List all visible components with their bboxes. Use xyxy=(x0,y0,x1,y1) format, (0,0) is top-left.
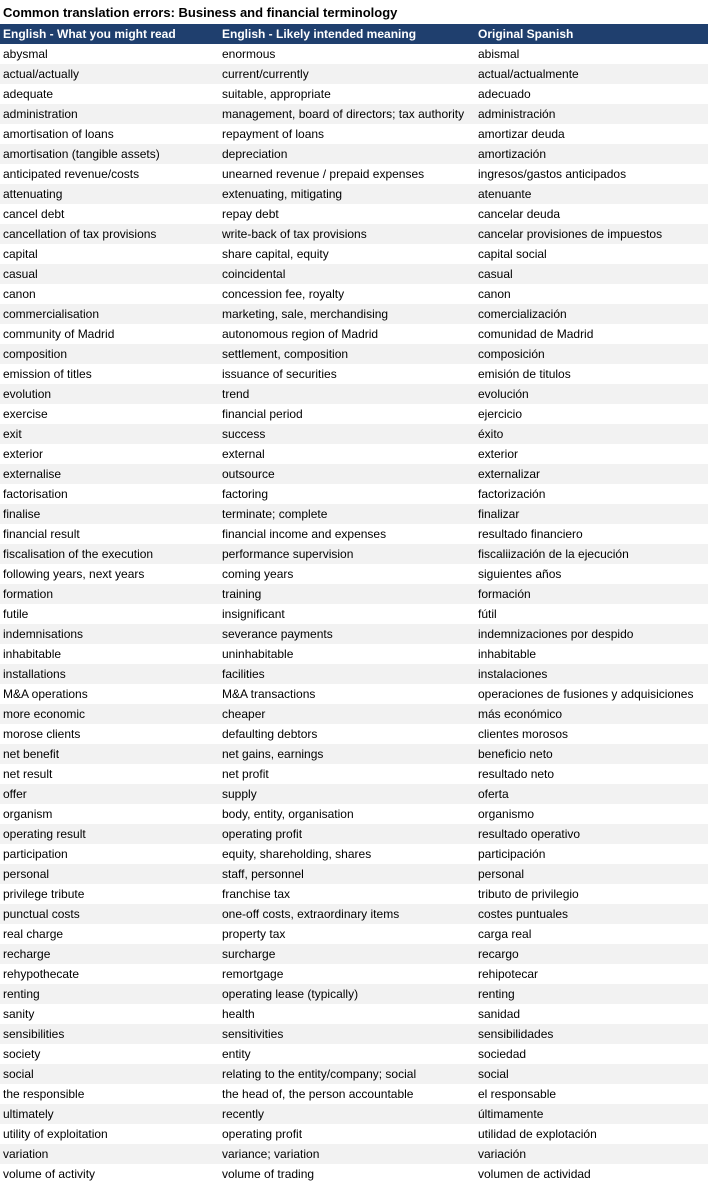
table-header-row xyxy=(0,24,708,44)
table-row xyxy=(0,744,708,764)
term-read-cell: cancellation of tax provisions xyxy=(0,224,219,244)
term-meaning-cell: property tax xyxy=(219,924,475,944)
term-read-cell: real charge xyxy=(0,924,219,944)
term-read-cell: fiscalisation of the execution xyxy=(0,544,219,564)
table-row xyxy=(0,224,708,244)
term-read-cell: participation xyxy=(0,844,219,864)
table-row xyxy=(0,564,708,584)
term-meaning-cell: repayment of loans xyxy=(219,124,475,144)
term-read-cell: composition xyxy=(0,344,219,364)
term-spanish-cell: ejercicio xyxy=(475,404,708,424)
term-meaning-cell: performance supervision xyxy=(219,544,475,564)
terminology-table xyxy=(0,24,708,1184)
term-spanish-cell: más económico xyxy=(475,704,708,724)
table-row xyxy=(0,1084,708,1104)
term-meaning-cell: health xyxy=(219,1004,475,1024)
term-read-cell: variation xyxy=(0,1144,219,1164)
term-spanish-cell: sanidad xyxy=(475,1004,708,1024)
term-spanish-cell: el responsable xyxy=(475,1084,708,1104)
table-row xyxy=(0,864,708,884)
table-row xyxy=(0,184,708,204)
term-meaning-cell: uninhabitable xyxy=(219,644,475,664)
term-spanish-cell: costes puntuales xyxy=(475,904,708,924)
table-row xyxy=(0,764,708,784)
table-row xyxy=(0,324,708,344)
term-read-cell: sanity xyxy=(0,1004,219,1024)
term-read-cell: adequate xyxy=(0,84,219,104)
term-read-cell: emission of titles xyxy=(0,364,219,384)
term-meaning-cell: issuance of securities xyxy=(219,364,475,384)
term-spanish-cell: instalaciones xyxy=(475,664,708,684)
term-meaning-cell: coming years xyxy=(219,564,475,584)
term-spanish-cell: emisión de titulos xyxy=(475,364,708,384)
table-row xyxy=(0,84,708,104)
term-read-cell: community of Madrid xyxy=(0,324,219,344)
term-read-cell: commercialisation xyxy=(0,304,219,324)
term-spanish-cell: tributo de privilegio xyxy=(475,884,708,904)
term-read-cell: the responsible xyxy=(0,1084,219,1104)
term-spanish-cell: ingresos/gastos anticipados xyxy=(475,164,708,184)
term-spanish-cell: casual xyxy=(475,264,708,284)
term-spanish-cell: utilidad de explotación xyxy=(475,1124,708,1144)
term-meaning-cell: variance; variation xyxy=(219,1144,475,1164)
term-spanish-cell: evolución xyxy=(475,384,708,404)
table-row xyxy=(0,344,708,364)
term-spanish-cell: factorización xyxy=(475,484,708,504)
column-header-english-read: English - What you might read xyxy=(0,24,219,44)
term-read-cell: morose clients xyxy=(0,724,219,744)
term-spanish-cell: resultado financiero xyxy=(475,524,708,544)
term-meaning-cell: equity, shareholding, shares xyxy=(219,844,475,864)
table-row xyxy=(0,944,708,964)
table-row xyxy=(0,404,708,424)
term-meaning-cell: share capital, equity xyxy=(219,244,475,264)
table-row xyxy=(0,1104,708,1124)
table-row xyxy=(0,304,708,324)
term-read-cell: attenuating xyxy=(0,184,219,204)
table-row xyxy=(0,784,708,804)
term-read-cell: financial result xyxy=(0,524,219,544)
term-read-cell: evolution xyxy=(0,384,219,404)
term-spanish-cell: sociedad xyxy=(475,1044,708,1064)
table-row xyxy=(0,504,708,524)
table-row xyxy=(0,164,708,184)
column-header-original-spanish: Original Spanish xyxy=(475,24,708,44)
term-meaning-cell: trend xyxy=(219,384,475,404)
table-row xyxy=(0,904,708,924)
term-meaning-cell: sensitivities xyxy=(219,1024,475,1044)
term-spanish-cell: resultado operativo xyxy=(475,824,708,844)
term-read-cell: exterior xyxy=(0,444,219,464)
term-read-cell: M&A operations xyxy=(0,684,219,704)
term-meaning-cell: write-back of tax provisions xyxy=(219,224,475,244)
term-meaning-cell: coincidental xyxy=(219,264,475,284)
term-meaning-cell: supply xyxy=(219,784,475,804)
term-read-cell: following years, next years xyxy=(0,564,219,584)
table-row xyxy=(0,204,708,224)
term-spanish-cell: canon xyxy=(475,284,708,304)
term-meaning-cell: repay debt xyxy=(219,204,475,224)
term-meaning-cell: staff, personnel xyxy=(219,864,475,884)
table-row xyxy=(0,964,708,984)
term-meaning-cell: M&A transactions xyxy=(219,684,475,704)
term-meaning-cell: concession fee, royalty xyxy=(219,284,475,304)
table-row xyxy=(0,484,708,504)
table-row xyxy=(0,1064,708,1084)
term-read-cell: punctual costs xyxy=(0,904,219,924)
term-meaning-cell: body, entity, organisation xyxy=(219,804,475,824)
term-spanish-cell: capital social xyxy=(475,244,708,264)
term-meaning-cell: the head of, the person accountable xyxy=(219,1084,475,1104)
table-row xyxy=(0,144,708,164)
term-meaning-cell: management, board of directors; tax authority xyxy=(219,104,475,124)
term-meaning-cell: outsource xyxy=(219,464,475,484)
term-read-cell: recharge xyxy=(0,944,219,964)
table-row xyxy=(0,1124,708,1144)
table-row xyxy=(0,584,708,604)
term-meaning-cell: operating profit xyxy=(219,1124,475,1144)
term-spanish-cell: administración xyxy=(475,104,708,124)
table-row xyxy=(0,984,708,1004)
term-spanish-cell: cancelar deuda xyxy=(475,204,708,224)
term-meaning-cell: extenuating, mitigating xyxy=(219,184,475,204)
term-meaning-cell: marketing, sale, merchandising xyxy=(219,304,475,324)
term-meaning-cell: training xyxy=(219,584,475,604)
term-read-cell: ultimately xyxy=(0,1104,219,1124)
table-row xyxy=(0,424,708,444)
term-meaning-cell: cheaper xyxy=(219,704,475,724)
table-row xyxy=(0,824,708,844)
table-row xyxy=(0,104,708,124)
term-read-cell: utility of exploitation xyxy=(0,1124,219,1144)
term-spanish-cell: indemnizaciones por despido xyxy=(475,624,708,644)
table-row xyxy=(0,704,708,724)
term-meaning-cell: operating lease (typically) xyxy=(219,984,475,1004)
term-spanish-cell: variación xyxy=(475,1144,708,1164)
term-meaning-cell: operating profit xyxy=(219,824,475,844)
term-read-cell: sensibilities xyxy=(0,1024,219,1044)
term-meaning-cell: suitable, appropriate xyxy=(219,84,475,104)
term-meaning-cell: insignificant xyxy=(219,604,475,624)
term-read-cell: inhabitable xyxy=(0,644,219,664)
term-meaning-cell: entity xyxy=(219,1044,475,1064)
table-row xyxy=(0,924,708,944)
table-row xyxy=(0,684,708,704)
table-row xyxy=(0,844,708,864)
term-read-cell: offer xyxy=(0,784,219,804)
term-meaning-cell: volume of trading xyxy=(219,1164,475,1184)
table-row xyxy=(0,804,708,824)
table-row xyxy=(0,1044,708,1064)
term-meaning-cell: net profit xyxy=(219,764,475,784)
term-meaning-cell: net gains, earnings xyxy=(219,744,475,764)
term-spanish-cell: actual/actualmente xyxy=(475,64,708,84)
term-read-cell: exercise xyxy=(0,404,219,424)
term-spanish-cell: amortización xyxy=(475,144,708,164)
term-spanish-cell: recargo xyxy=(475,944,708,964)
term-read-cell: rehypothecate xyxy=(0,964,219,984)
term-spanish-cell: fiscaliización de la ejecución xyxy=(475,544,708,564)
term-spanish-cell: comercialización xyxy=(475,304,708,324)
term-read-cell: cancel debt xyxy=(0,204,219,224)
term-spanish-cell: organismo xyxy=(475,804,708,824)
term-meaning-cell: external xyxy=(219,444,475,464)
term-read-cell: externalise xyxy=(0,464,219,484)
term-spanish-cell: finalizar xyxy=(475,504,708,524)
table-row xyxy=(0,624,708,644)
term-read-cell: society xyxy=(0,1044,219,1064)
term-read-cell: social xyxy=(0,1064,219,1084)
term-meaning-cell: surcharge xyxy=(219,944,475,964)
term-read-cell: personal xyxy=(0,864,219,884)
term-spanish-cell: fútil xyxy=(475,604,708,624)
term-spanish-cell: sensibilidades xyxy=(475,1024,708,1044)
term-meaning-cell: severance payments xyxy=(219,624,475,644)
table-row xyxy=(0,284,708,304)
term-meaning-cell: success xyxy=(219,424,475,444)
term-spanish-cell: resultado neto xyxy=(475,764,708,784)
term-spanish-cell: composición xyxy=(475,344,708,364)
term-spanish-cell: siguientes años xyxy=(475,564,708,584)
table-row xyxy=(0,1144,708,1164)
term-meaning-cell: franchise tax xyxy=(219,884,475,904)
term-meaning-cell: recently xyxy=(219,1104,475,1124)
term-meaning-cell: depreciation xyxy=(219,144,475,164)
table-row xyxy=(0,364,708,384)
term-read-cell: casual xyxy=(0,264,219,284)
term-meaning-cell: settlement, composition xyxy=(219,344,475,364)
table-row xyxy=(0,664,708,684)
term-meaning-cell: one-off costs, extraordinary items xyxy=(219,904,475,924)
term-read-cell: volume of activity xyxy=(0,1164,219,1184)
term-spanish-cell: abismal xyxy=(475,44,708,64)
table-body xyxy=(0,44,708,1184)
term-read-cell: net benefit xyxy=(0,744,219,764)
term-spanish-cell: inhabitable xyxy=(475,644,708,664)
term-meaning-cell: autonomous region of Madrid xyxy=(219,324,475,344)
table-row xyxy=(0,464,708,484)
term-read-cell: renting xyxy=(0,984,219,1004)
term-read-cell: amortisation (tangible assets) xyxy=(0,144,219,164)
table-row xyxy=(0,444,708,464)
table-row xyxy=(0,1004,708,1024)
term-spanish-cell: operaciones de fusiones y adquisiciones xyxy=(475,684,708,704)
term-read-cell: futile xyxy=(0,604,219,624)
term-spanish-cell: amortizar deuda xyxy=(475,124,708,144)
table-row xyxy=(0,124,708,144)
term-read-cell: installations xyxy=(0,664,219,684)
table-row xyxy=(0,64,708,84)
term-read-cell: organism xyxy=(0,804,219,824)
term-meaning-cell: factoring xyxy=(219,484,475,504)
term-read-cell: net result xyxy=(0,764,219,784)
term-meaning-cell: facilities xyxy=(219,664,475,684)
table-row xyxy=(0,884,708,904)
term-spanish-cell: éxito xyxy=(475,424,708,444)
table-row xyxy=(0,264,708,284)
term-spanish-cell: personal xyxy=(475,864,708,884)
term-spanish-cell: comunidad de Madrid xyxy=(475,324,708,344)
term-spanish-cell: participación xyxy=(475,844,708,864)
term-spanish-cell: cancelar provisiones de impuestos xyxy=(475,224,708,244)
column-header-english-meaning: English - Likely intended meaning xyxy=(219,24,475,44)
term-read-cell: anticipated revenue/costs xyxy=(0,164,219,184)
term-spanish-cell: renting xyxy=(475,984,708,1004)
table-row xyxy=(0,644,708,664)
term-meaning-cell: unearned revenue / prepaid expenses xyxy=(219,164,475,184)
term-spanish-cell: oferta xyxy=(475,784,708,804)
table-row xyxy=(0,384,708,404)
table-row xyxy=(0,604,708,624)
term-meaning-cell: remortgage xyxy=(219,964,475,984)
term-read-cell: formation xyxy=(0,584,219,604)
page-title: Common translation errors: Business and financial terminology xyxy=(3,5,398,20)
table-row xyxy=(0,544,708,564)
term-read-cell: canon xyxy=(0,284,219,304)
table-row xyxy=(0,244,708,264)
term-meaning-cell: defaulting debtors xyxy=(219,724,475,744)
term-meaning-cell: terminate; complete xyxy=(219,504,475,524)
term-meaning-cell: financial income and expenses xyxy=(219,524,475,544)
table-row xyxy=(0,724,708,744)
table-row xyxy=(0,44,708,64)
term-read-cell: finalise xyxy=(0,504,219,524)
term-read-cell: operating result xyxy=(0,824,219,844)
table-row xyxy=(0,1164,708,1184)
term-spanish-cell: volumen de actividad xyxy=(475,1164,708,1184)
term-spanish-cell: externalizar xyxy=(475,464,708,484)
term-meaning-cell: relating to the entity/company; social xyxy=(219,1064,475,1084)
term-spanish-cell: beneficio neto xyxy=(475,744,708,764)
term-spanish-cell: carga real xyxy=(475,924,708,944)
term-read-cell: indemnisations xyxy=(0,624,219,644)
term-read-cell: factorisation xyxy=(0,484,219,504)
term-meaning-cell: enormous xyxy=(219,44,475,64)
term-spanish-cell: atenuante xyxy=(475,184,708,204)
term-read-cell: privilege tribute xyxy=(0,884,219,904)
table-row xyxy=(0,1024,708,1044)
term-read-cell: amortisation of loans xyxy=(0,124,219,144)
term-spanish-cell: social xyxy=(475,1064,708,1084)
term-spanish-cell: rehipotecar xyxy=(475,964,708,984)
term-spanish-cell: formación xyxy=(475,584,708,604)
term-read-cell: actual/actually xyxy=(0,64,219,84)
term-meaning-cell: current/currently xyxy=(219,64,475,84)
term-read-cell: exit xyxy=(0,424,219,444)
table-row xyxy=(0,524,708,544)
term-spanish-cell: adecuado xyxy=(475,84,708,104)
term-read-cell: abysmal xyxy=(0,44,219,64)
term-meaning-cell: financial period xyxy=(219,404,475,424)
term-spanish-cell: últimamente xyxy=(475,1104,708,1124)
term-spanish-cell: exterior xyxy=(475,444,708,464)
term-read-cell: more economic xyxy=(0,704,219,724)
term-spanish-cell: clientes morosos xyxy=(475,724,708,744)
term-read-cell: administration xyxy=(0,104,219,124)
term-read-cell: capital xyxy=(0,244,219,264)
